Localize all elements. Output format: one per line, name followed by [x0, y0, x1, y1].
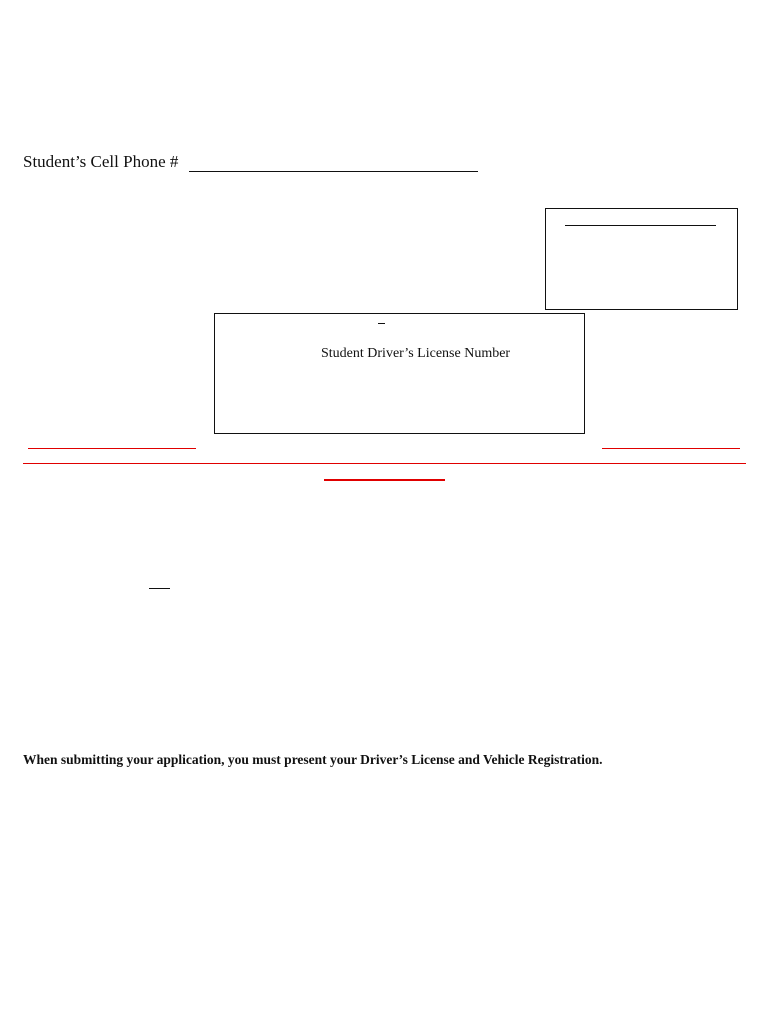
license-number-label: Student Driver’s License Number — [321, 346, 511, 361]
red-rule-full — [23, 463, 746, 464]
office-use-box-line — [565, 225, 716, 226]
office-use-box — [545, 208, 738, 310]
license-box-dash — [378, 323, 385, 324]
license-number-box[interactable] — [214, 313, 585, 434]
red-rule-right — [602, 448, 740, 449]
red-rule-short — [324, 479, 445, 481]
cell-phone-label: Student’s Cell Phone # — [23, 152, 179, 171]
short-blank-line — [149, 588, 170, 589]
red-rule-left — [28, 448, 196, 449]
submission-notice: When submitting your application, you must present your Driver’s License and Vehicle Registration. — [23, 752, 603, 767]
cell-phone-blank-line[interactable] — [189, 171, 478, 172]
